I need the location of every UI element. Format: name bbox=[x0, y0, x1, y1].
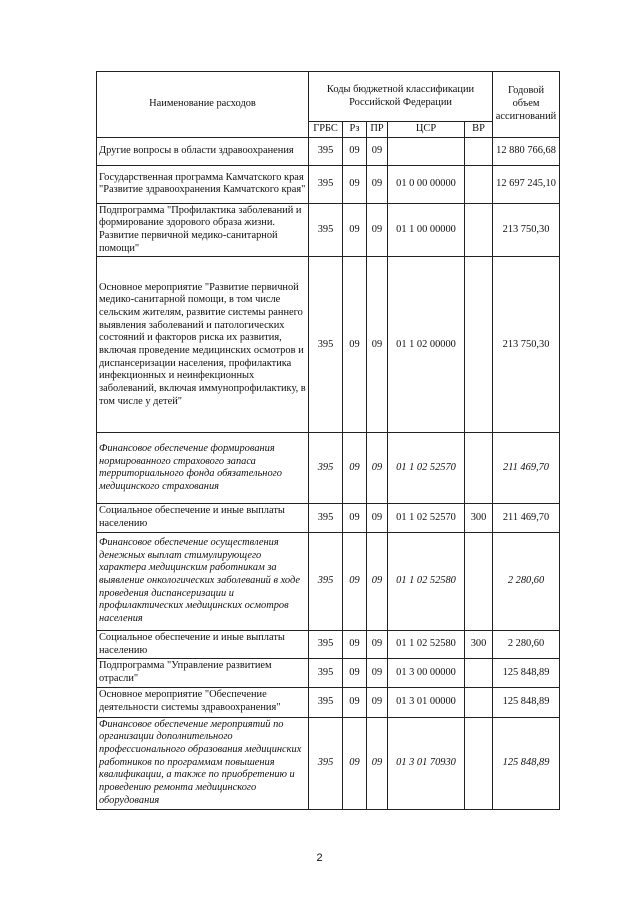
header-grbs: ГРБС bbox=[309, 122, 343, 138]
row-vr bbox=[465, 532, 493, 630]
table-header-row bbox=[97, 72, 560, 122]
row-rz: 09 bbox=[343, 687, 367, 717]
row-pr: 09 bbox=[367, 532, 388, 630]
row-csr: 01 0 00 00000 bbox=[388, 165, 465, 203]
row-amount: 12 880 766,68 bbox=[493, 137, 560, 165]
row-csr: 01 1 02 52570 bbox=[388, 504, 465, 532]
page-number: 2 bbox=[316, 852, 323, 864]
row-name: Основное мероприятие "Обеспечение деятельности системы здравоохранения" bbox=[97, 687, 309, 717]
table-row bbox=[97, 257, 560, 433]
header-csr: ЦСР bbox=[388, 122, 465, 138]
row-grbs: 395 bbox=[309, 630, 343, 658]
row-name: Подпрограмма "Профилактика заболеваний и формирование здорового образа жизни. Развитие первичной медико-санитарной помощи" bbox=[97, 203, 309, 257]
row-vr: 300 bbox=[465, 630, 493, 658]
row-rz: 09 bbox=[343, 257, 367, 433]
header-amount: Годовой объем ассигнований bbox=[493, 72, 560, 138]
table-row bbox=[97, 165, 560, 203]
row-vr: 300 bbox=[465, 504, 493, 532]
row-rz: 09 bbox=[343, 137, 367, 165]
row-name: Подпрограмма "Управление развитием отрасли" bbox=[97, 659, 309, 687]
table-row bbox=[97, 137, 560, 165]
row-vr bbox=[465, 137, 493, 165]
row-rz: 09 bbox=[343, 165, 367, 203]
row-vr bbox=[465, 687, 493, 717]
row-name: Финансовое обеспечение мероприятий по организации дополнительного профессионального образования медицинских работников по программам повышения квалификации, а также по приобретению и проведению ремонта медицинского оборудования bbox=[97, 717, 309, 809]
row-vr bbox=[465, 433, 493, 504]
row-name: Финансовое обеспечение формирования нормированного страхового запаса территориального фонда обязательного медицинского страхования bbox=[97, 433, 309, 504]
row-rz: 09 bbox=[343, 630, 367, 658]
table-row bbox=[97, 203, 560, 257]
row-grbs: 395 bbox=[309, 687, 343, 717]
row-pr: 09 bbox=[367, 257, 388, 433]
row-amount: 2 280,60 bbox=[493, 630, 560, 658]
row-csr: 01 3 00 00000 bbox=[388, 659, 465, 687]
row-pr: 09 bbox=[367, 717, 388, 809]
table-row bbox=[97, 532, 560, 630]
row-rz: 09 bbox=[343, 717, 367, 809]
row-pr: 09 bbox=[367, 687, 388, 717]
row-pr: 09 bbox=[367, 137, 388, 165]
row-name: Основное мероприятие "Развитие первичной медико-санитарной помощи, в том числе сельским жителям, развитие системы раннего выявления заболеваний и патологических состояний и факторов риска их развития, включая проведение медицинских осмотров и диспансеризации населения, профилактика инфекционных и неинфекционных заболеваний, включая иммунопрофилактику, в том числе у детей" bbox=[97, 257, 309, 433]
row-amount: 125 848,89 bbox=[493, 717, 560, 809]
row-pr: 09 bbox=[367, 630, 388, 658]
row-grbs: 395 bbox=[309, 504, 343, 532]
row-pr: 09 bbox=[367, 659, 388, 687]
header-rz: Рз bbox=[343, 122, 367, 138]
table-row bbox=[97, 687, 560, 717]
row-pr: 09 bbox=[367, 433, 388, 504]
row-grbs: 395 bbox=[309, 137, 343, 165]
row-vr bbox=[465, 717, 493, 809]
row-name: Государственная программа Камчатского края "Развитие здравоохранения Камчатского края" bbox=[97, 165, 309, 203]
row-amount: 125 848,89 bbox=[493, 659, 560, 687]
table-row bbox=[97, 659, 560, 687]
row-pr: 09 bbox=[367, 504, 388, 532]
row-csr: 01 3 01 70930 bbox=[388, 717, 465, 809]
row-amount: 211 469,70 bbox=[493, 433, 560, 504]
table-row bbox=[97, 504, 560, 532]
row-amount: 2 280,60 bbox=[493, 532, 560, 630]
row-amount: 12 697 245,10 bbox=[493, 165, 560, 203]
row-vr bbox=[465, 165, 493, 203]
table-row bbox=[97, 717, 560, 809]
row-grbs: 395 bbox=[309, 532, 343, 630]
row-amount: 211 469,70 bbox=[493, 504, 560, 532]
row-csr: 01 1 02 52580 bbox=[388, 630, 465, 658]
row-name: Другие вопросы в области здравоохранения bbox=[97, 137, 309, 165]
row-rz: 09 bbox=[343, 659, 367, 687]
row-csr: 01 1 02 00000 bbox=[388, 257, 465, 433]
row-vr bbox=[465, 203, 493, 257]
row-grbs: 395 bbox=[309, 659, 343, 687]
row-rz: 09 bbox=[343, 532, 367, 630]
row-csr: 01 1 02 52580 bbox=[388, 532, 465, 630]
row-grbs: 395 bbox=[309, 717, 343, 809]
row-csr: 01 3 01 00000 bbox=[388, 687, 465, 717]
row-grbs: 395 bbox=[309, 257, 343, 433]
row-csr bbox=[388, 137, 465, 165]
row-pr: 09 bbox=[367, 203, 388, 257]
row-grbs: 395 bbox=[309, 433, 343, 504]
row-amount: 213 750,30 bbox=[493, 257, 560, 433]
budget-table bbox=[96, 71, 560, 810]
row-vr bbox=[465, 257, 493, 433]
row-rz: 09 bbox=[343, 433, 367, 504]
row-vr bbox=[465, 659, 493, 687]
header-codes: Коды бюджетной классификации Российской Федерации bbox=[309, 72, 493, 122]
row-csr: 01 1 02 52570 bbox=[388, 433, 465, 504]
row-amount: 213 750,30 bbox=[493, 203, 560, 257]
row-csr: 01 1 00 00000 bbox=[388, 203, 465, 257]
header-pr: ПР bbox=[367, 122, 388, 138]
row-rz: 09 bbox=[343, 504, 367, 532]
header-vr: ВР bbox=[465, 122, 493, 138]
row-grbs: 395 bbox=[309, 165, 343, 203]
row-name: Финансовое обеспечение осуществления денежных выплат стимулирующего характера медицинским работникам за выявление онкологических заболеваний в ходе проведения диспансеризации и профилактических медицинских осмотров населения bbox=[97, 532, 309, 630]
row-name: Социальное обеспечение и иные выплаты населению bbox=[97, 630, 309, 658]
row-amount: 125 848,89 bbox=[493, 687, 560, 717]
header-name: Наименование расходов bbox=[97, 72, 309, 138]
row-rz: 09 bbox=[343, 203, 367, 257]
row-pr: 09 bbox=[367, 165, 388, 203]
row-name: Социальное обеспечение и иные выплаты населению bbox=[97, 504, 309, 532]
table-row bbox=[97, 433, 560, 504]
row-grbs: 395 bbox=[309, 203, 343, 257]
table-row bbox=[97, 630, 560, 658]
